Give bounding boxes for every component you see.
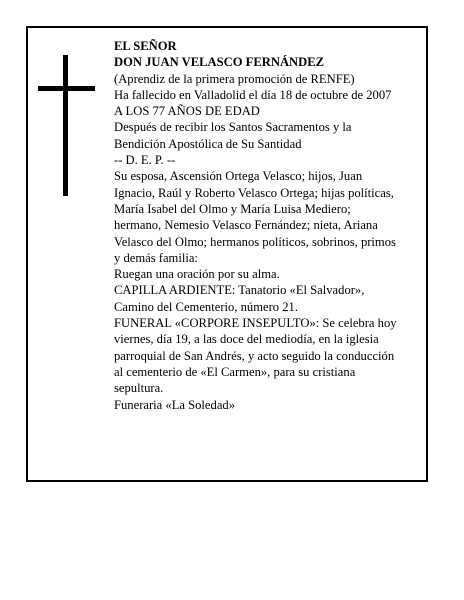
obituary-title: EL SEÑOR [114,39,177,53]
cross-vertical-bar [63,55,68,196]
obituary-line: parroquial de San Andrés, y acto seguido la conducción [114,348,395,363]
obituary-line: CAPILLA ARDIENTE: Tanatorio «El Salvador», [114,283,365,298]
obituary-line: Funeraria «La Soledad» [114,397,235,412]
obituary-line: María Isabel del Olmo y María Luisa Mediero; [114,201,351,216]
obituary-line: sepultura. [114,381,164,396]
obituary-line: (Aprendiz de la primera promoción de RENFE) [114,71,355,86]
obituary-line: Ruegan una oración por su alma. [114,267,280,282]
obituary-line: Camino del Cementerio, número 21. [114,299,298,314]
obituary-line: Velasco del Olmo; hermanos políticos, sobrinos, primos [114,234,396,249]
obituary-line: Bendición Apostólica de Su Santidad [114,136,302,151]
deceased-name: DON JUAN VELASCO FERNÁNDEZ [114,55,325,70]
obituary-line: hermano, Nemesio Velasco Fernández; nieta, Ariana [114,218,378,233]
cross-horizontal-bar [38,86,95,91]
obituary-line: y demás familia: [114,250,198,265]
obituary-line: A LOS 77 AÑOS DE EDAD [114,104,260,119]
obituary-line: Ha fallecido en Valladolid el día 18 de octubre de 2007 [114,87,392,102]
obituary-line: Su esposa, Ascensión Ortega Velasco; hijos, Juan [114,169,363,184]
obituary-line: -- D. E. P. -- [114,153,176,168]
obituary-line: Después de recibir los Santos Sacramentos y la [114,120,352,135]
obituary-line: FUNERAL «CORPORE INSEPULTO»: Se celebra hoy [114,316,397,331]
obituary-line: al cementerio de «El Carmen», para su cristiana [114,364,356,379]
obituary-text [114,38,426,413]
obituary-line: Ignacio, Raúl y Roberto Velasco Ortega; hijas políticas, [114,185,394,200]
obituary-line: viernes, día 19, a las doce del mediodía, en la iglesia [114,332,379,347]
